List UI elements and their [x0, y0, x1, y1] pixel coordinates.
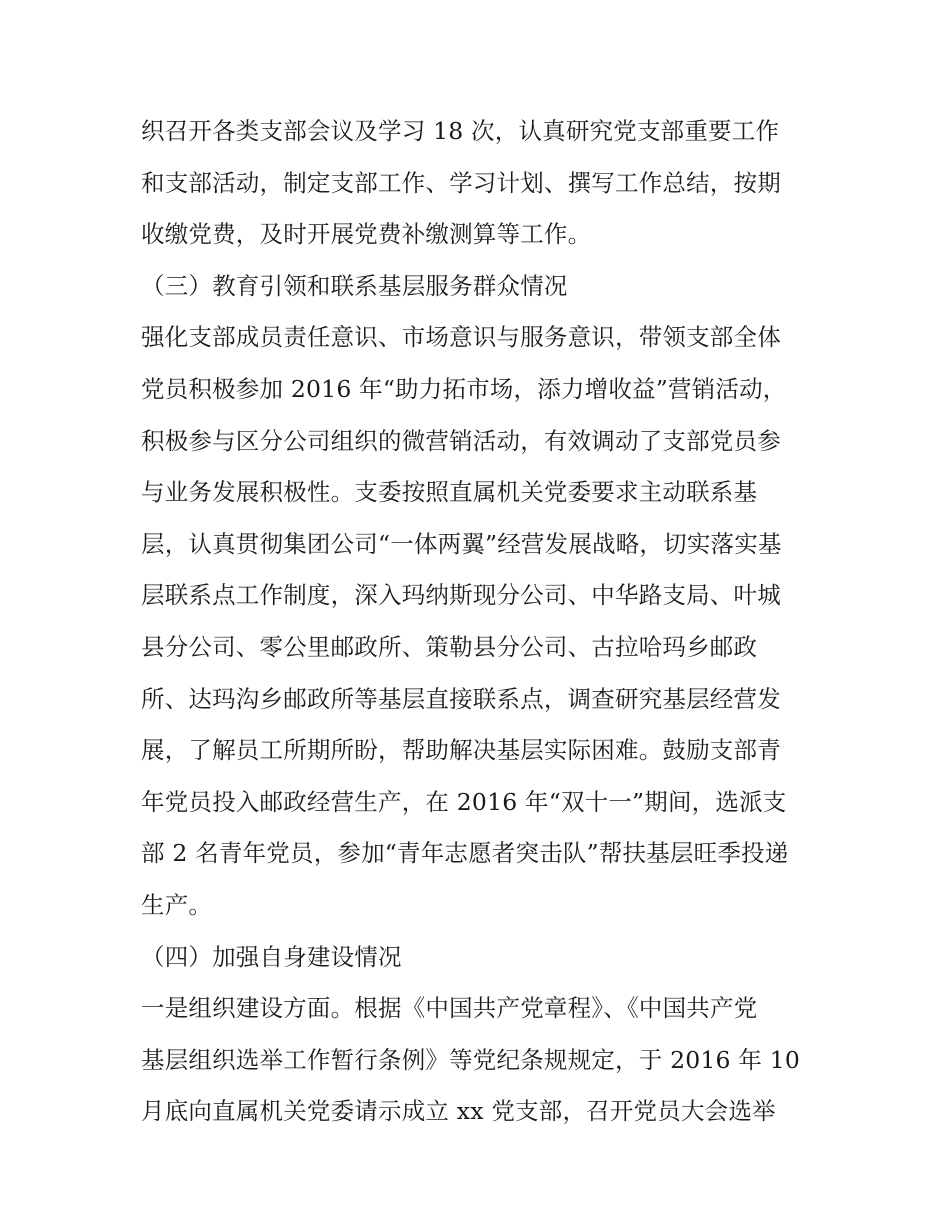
text-line: 收缴党费，及时开展党费补缴测算等工作。: [141, 220, 592, 249]
text-line: 生产。: [141, 890, 213, 919]
text-line: 强化支部成员责任意识、市场意识与服务意识，带领支部全体: [141, 323, 781, 352]
text-line: 所、达玛沟乡邮政所等基层直接联系点，调查研究基层经营发: [141, 684, 781, 713]
text-line: 积极参与区分公司组织的微营销活动，有效调动了支部党员参: [141, 426, 781, 455]
text-line: 层联系点工作制度，深入玛纳斯现分公司、中华路支局、叶城: [141, 581, 781, 610]
text-line: 层，认真贯彻集团公司“一体两翼”经营发展战略，切实落实基: [141, 529, 782, 558]
text-line: 和支部活动，制定支部工作、学习计划、撰写工作总结，按期: [141, 168, 781, 197]
text-line: 县分公司、零公里邮政所、策勒县分公司、古拉哈玛乡邮政: [141, 632, 758, 661]
text-line: 年党员投入邮政经营生产，在 2016 年“双十一”期间，选派支: [141, 787, 787, 816]
text-line: 基层组织选举工作暂行条例》等党纪条规规定，于 2016 年 10: [141, 1045, 801, 1074]
text-line: 月底向直属机关党委请示成立 xx 党支部，召开党员大会选举: [141, 1097, 776, 1126]
text-line: 与业务发展积极性。支委按照直属机关党委要求主动联系基: [141, 478, 758, 507]
text-line: 党员积极参加 2016 年“助力拓市场，添力增收益”营销活动，: [141, 374, 787, 403]
text-line: 一是组织建设方面。根据《中国共产党章程》、《中国共产党: [141, 994, 758, 1023]
text-line: 展，了解员工所期所盼，帮助解决基层实际困难。鼓励支部青: [141, 736, 781, 765]
section-heading: （四）加强自身建设情况: [141, 942, 402, 971]
section-heading: （三）教育引领和联系基层服务群众情况: [141, 271, 568, 300]
text-line: 部 2 名青年党员，参加“青年志愿者突击队”帮扶基层旺季投递: [141, 839, 789, 868]
document-body: [141, 106, 821, 1138]
text-line: 织召开各类支部会议及学习 18 次，认真研究党支部重要工作: [141, 117, 780, 145]
